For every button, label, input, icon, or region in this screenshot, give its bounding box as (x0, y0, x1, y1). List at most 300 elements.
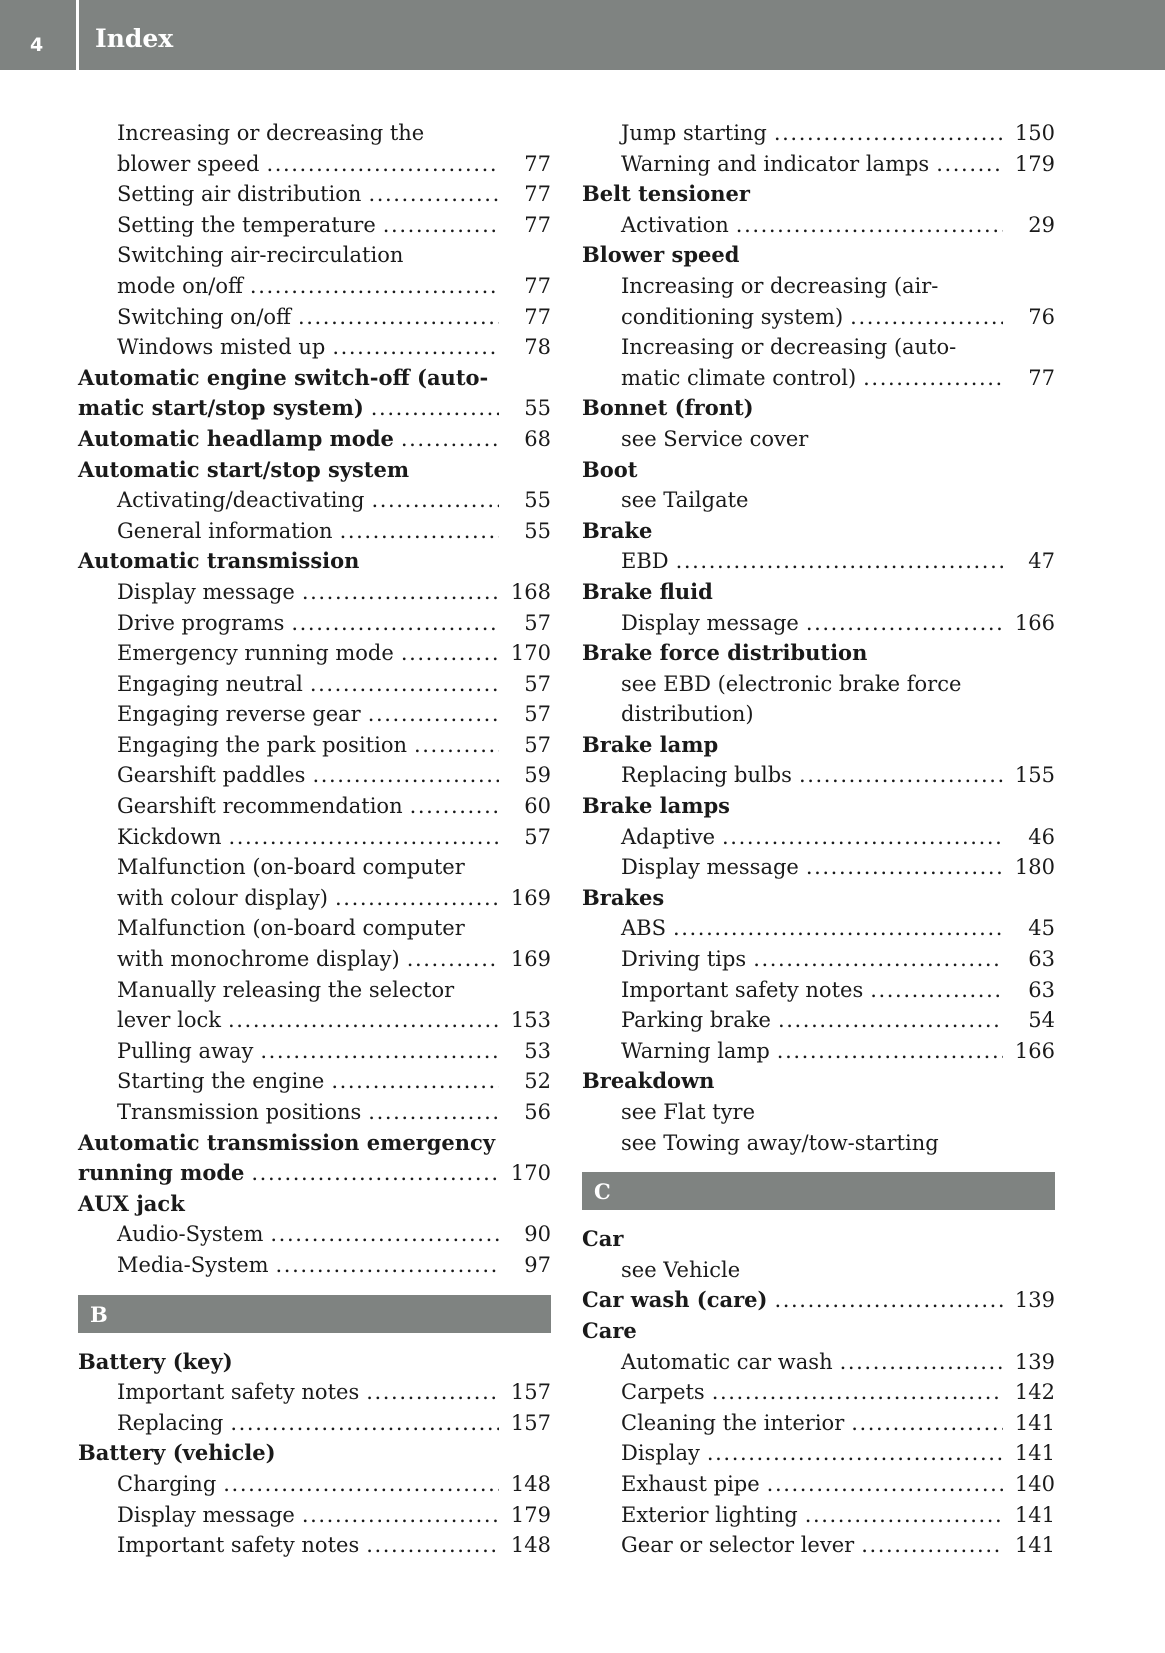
entry-label: Activating/deactivating (117, 488, 365, 513)
index-entry[interactable] (78, 424, 551, 455)
section-header (582, 1172, 1055, 1210)
page-header (0, 0, 1165, 70)
entry-label: Display message (117, 579, 295, 604)
entry-label: Warning lamp (621, 1038, 770, 1063)
entry-label: matic start/stop system) (78, 395, 364, 421)
index-subentry[interactable] (582, 1005, 1055, 1036)
index-subentry[interactable] (78, 883, 551, 914)
index-entry[interactable] (78, 1158, 551, 1189)
index-subentry[interactable] (78, 1036, 551, 1067)
index-entry[interactable] (582, 1285, 1055, 1316)
page-ref[interactable]: 78 (524, 335, 551, 360)
page-ref[interactable]: 57 (524, 824, 551, 849)
page-ref[interactable]: 140 (1014, 1471, 1055, 1496)
entry-label: Replacing (117, 1410, 224, 1435)
dot-leader (707, 1438, 1003, 1469)
index-subentry[interactable] (582, 608, 1055, 639)
entry-label: Carpets (621, 1380, 705, 1405)
entry-label: Engaging reverse gear (117, 702, 361, 727)
dot-leader (851, 1408, 1003, 1439)
index-subentry[interactable] (78, 1469, 551, 1500)
entry-label: Brake lamp (582, 731, 719, 757)
index-subentry[interactable] (78, 1250, 551, 1281)
dot-leader (366, 1377, 499, 1408)
index-subentry (582, 1128, 1055, 1159)
entry-label: Display (621, 1441, 700, 1466)
dot-leader (368, 179, 499, 210)
index-subentry[interactable] (582, 913, 1055, 944)
page-ref[interactable]: 77 (524, 212, 551, 237)
page-ref[interactable]: 90 (524, 1222, 551, 1247)
entry-label: Starting the engine (117, 1069, 325, 1094)
entry-label: Cleaning the interior (621, 1410, 845, 1435)
dot-leader (861, 1530, 1003, 1561)
page-ref[interactable]: 142 (1014, 1380, 1055, 1405)
dot-leader (371, 393, 499, 424)
index-subentry[interactable] (78, 1066, 551, 1097)
entry-label: Media-System (117, 1252, 269, 1277)
dot-leader (331, 1066, 499, 1097)
page-ref[interactable]: 169 (510, 947, 551, 972)
dot-leader (383, 210, 499, 241)
dot-leader (777, 1036, 1003, 1067)
index-subentry[interactable] (582, 1438, 1055, 1469)
page-ref[interactable]: 170 (510, 641, 551, 666)
entry-label: Activation (621, 212, 729, 237)
entry-label: Display message (621, 855, 799, 880)
page-ref[interactable]: 55 (524, 488, 551, 513)
index-entry (78, 546, 551, 577)
index-subentry[interactable] (582, 1408, 1055, 1439)
entry-label: ABS (621, 916, 666, 941)
dot-leader (870, 975, 1003, 1006)
page-ref[interactable]: 76 (1028, 304, 1055, 329)
dot-leader (863, 363, 1003, 394)
entry-label: Malfunction (on-board computer (117, 916, 465, 941)
page-ref[interactable]: 97 (524, 1252, 551, 1277)
index-column-right (582, 118, 1055, 1561)
entry-label: distribution) (621, 702, 754, 727)
index-subentry[interactable] (78, 1005, 551, 1036)
entry-label: Gearshift recommendation (117, 794, 403, 819)
index-subentry[interactable] (78, 302, 551, 333)
entry-label: see Towing away/tow-starting (621, 1130, 939, 1155)
page-ref[interactable]: 59 (524, 763, 551, 788)
index-subentry[interactable] (582, 852, 1055, 883)
index-subentry[interactable] (582, 822, 1055, 853)
entry-label: running mode (78, 1160, 245, 1186)
dot-leader (230, 1408, 499, 1439)
dot-leader (332, 332, 499, 363)
page-ref[interactable]: 170 (510, 1161, 551, 1186)
page-ref[interactable]: 56 (524, 1100, 551, 1124)
entry-label: AUX jack (78, 1190, 185, 1216)
entry-label: blower speed (117, 151, 260, 176)
entry-label: with monochrome display) (117, 947, 400, 972)
index-subentry[interactable] (78, 485, 551, 516)
entry-label: Replacing bulbs (621, 763, 792, 788)
dot-leader (778, 1005, 1003, 1036)
page-ref[interactable]: 141 (1014, 1502, 1055, 1527)
index-entry (582, 791, 1055, 822)
page-ref[interactable]: 54 (1028, 1008, 1055, 1033)
dot-leader (340, 516, 499, 547)
entry-label: Battery (vehicle) (78, 1440, 276, 1466)
index-subentry[interactable] (582, 1347, 1055, 1378)
index-subentry[interactable] (78, 699, 551, 730)
entry-label: see EBD (electronic brake force (621, 671, 962, 696)
index-entry (78, 1128, 551, 1159)
dot-leader (712, 1377, 1003, 1408)
entry-label: Malfunction (on-board computer (117, 855, 465, 880)
page-ref[interactable]: 57 (524, 671, 551, 696)
entry-label: Brake lamps (582, 793, 730, 819)
page-ref[interactable]: 153 (510, 1008, 551, 1033)
index-entry (582, 730, 1055, 761)
index-subentry[interactable] (78, 271, 551, 302)
index-subentry (582, 1097, 1055, 1128)
page-ref[interactable]: 63 (1028, 947, 1055, 972)
dot-leader (266, 149, 499, 180)
index-entry[interactable] (78, 393, 551, 424)
index-subentry[interactable] (582, 975, 1055, 1006)
entry-label: Manually releasing the selector (117, 977, 455, 1002)
index-subentry[interactable] (78, 1219, 551, 1250)
entry-label: Breakdown (582, 1068, 715, 1094)
dot-leader (774, 1285, 1003, 1316)
index-subentry (582, 699, 1055, 730)
dot-leader (312, 760, 499, 791)
index-subentry (78, 852, 551, 883)
entry-label: lever lock (117, 1008, 221, 1033)
index-subentry[interactable] (78, 149, 551, 180)
index-subentry[interactable] (582, 302, 1055, 333)
header-divider (76, 0, 79, 70)
index-subentry[interactable] (78, 638, 551, 669)
dot-leader (335, 883, 499, 914)
page-ref[interactable]: 157 (510, 1410, 551, 1435)
entry-label: Brakes (582, 884, 665, 910)
entry-label: Jump starting (621, 121, 767, 145)
index-entry (78, 363, 551, 394)
index-entry (582, 179, 1055, 210)
dot-leader (276, 1250, 499, 1281)
page-ref[interactable]: 169 (510, 885, 551, 910)
dot-leader (228, 822, 499, 853)
entry-label: Audio-System (117, 1222, 264, 1247)
dot-leader (368, 1097, 499, 1128)
index-subentry (78, 913, 551, 944)
entry-label: see Tailgate (621, 488, 749, 513)
index-subentry[interactable] (78, 179, 551, 210)
page-title: Index (95, 24, 174, 53)
entry-label: Important safety notes (621, 977, 864, 1002)
entry-label: Increasing or decreasing (air- (621, 273, 939, 298)
entry-label: Important safety notes (117, 1380, 360, 1405)
entry-label: Automatic headlamp mode (78, 425, 394, 451)
entry-label: Automatic transmission emergency (78, 1129, 496, 1155)
dot-leader (250, 271, 499, 302)
index-entry (582, 577, 1055, 608)
page-ref[interactable]: 148 (510, 1533, 551, 1558)
entry-label: General information (117, 518, 333, 543)
dot-leader (270, 1219, 499, 1250)
index-subentry[interactable] (582, 1469, 1055, 1500)
index-subentry[interactable] (582, 1530, 1055, 1561)
section-header (78, 1295, 551, 1333)
page-ref[interactable]: 139 (1014, 1288, 1055, 1313)
index-subentry[interactable] (78, 608, 551, 639)
entry-label: see Flat tyre (621, 1100, 755, 1124)
index-subentry (582, 271, 1055, 302)
page-ref[interactable]: 60 (524, 794, 551, 819)
index-subentry (78, 118, 551, 149)
entry-label: Battery (key) (78, 1348, 233, 1374)
index-subentry[interactable] (582, 944, 1055, 975)
page-ref[interactable]: 53 (524, 1038, 551, 1063)
index-entry (582, 240, 1055, 271)
entry-label: Switching air-recirculation (117, 243, 404, 268)
page-ref[interactable]: 55 (524, 518, 551, 543)
entry-label: Pulling away (117, 1038, 254, 1063)
page-ref[interactable]: 63 (1028, 977, 1055, 1002)
entry-label: Brake force distribution (582, 640, 868, 666)
entry-label: Display message (621, 610, 799, 635)
index-entry (78, 455, 551, 486)
dot-leader (228, 1005, 499, 1036)
entry-label: Windows misted up (117, 335, 326, 360)
index-subentry[interactable] (78, 1377, 551, 1408)
entry-label: Transmission positions (117, 1100, 362, 1124)
page-ref[interactable]: 46 (1028, 824, 1055, 849)
entry-label: Increasing or decreasing (auto- (621, 335, 957, 360)
entry-label: Exhaust pipe (621, 1471, 760, 1496)
entry-label: with colour display) (117, 885, 329, 910)
dot-leader (414, 730, 499, 761)
page-ref[interactable]: 77 (1028, 365, 1055, 390)
page-number: 4 (30, 34, 44, 56)
index-subentry[interactable] (78, 210, 551, 241)
page-ref[interactable]: 77 (524, 273, 551, 298)
page-ref[interactable]: 68 (524, 426, 551, 451)
dot-leader (366, 1530, 499, 1561)
index-entry (582, 1224, 1055, 1255)
dot-leader (407, 944, 499, 975)
entry-label: Drive programs (117, 610, 285, 635)
dot-leader (676, 546, 1003, 577)
page-ref[interactable]: 141 (1014, 1533, 1055, 1558)
dot-leader (774, 118, 1003, 149)
index-entry (78, 1438, 551, 1469)
index-subentry[interactable] (78, 1097, 551, 1128)
page-ref[interactable]: 166 (1014, 1038, 1055, 1063)
page-ref[interactable]: 180 (1014, 855, 1055, 880)
index-subentry[interactable] (78, 730, 551, 761)
page-ref[interactable]: 168 (510, 579, 551, 604)
entry-label: Charging (117, 1471, 217, 1496)
index-entry (582, 393, 1055, 424)
dot-leader (753, 944, 1003, 975)
dot-leader (251, 1158, 499, 1189)
dot-leader (840, 1347, 1003, 1378)
dot-leader (673, 913, 1003, 944)
entry-label: Adaptive (621, 824, 716, 849)
index-subentry[interactable] (78, 332, 551, 363)
index-subentry[interactable] (78, 669, 551, 700)
index-subentry[interactable] (582, 1500, 1055, 1531)
entry-label: Car (582, 1226, 624, 1252)
dot-leader (371, 485, 499, 516)
index-subentry[interactable] (78, 791, 551, 822)
dot-leader (736, 210, 1003, 241)
entry-label: Gearshift paddles (117, 763, 306, 788)
dot-leader (223, 1469, 499, 1500)
entry-label: Blower speed (582, 242, 740, 268)
entry-label: Switching on/off (117, 304, 291, 329)
index-subentry[interactable] (582, 363, 1055, 394)
index-subentry[interactable] (582, 760, 1055, 791)
entry-label: Brake fluid (582, 578, 713, 604)
dot-leader (805, 1500, 1003, 1531)
page-ref[interactable]: 52 (524, 1069, 551, 1094)
index-entry (582, 883, 1055, 914)
page-ref[interactable]: 139 (1014, 1349, 1055, 1374)
index-entry (582, 1066, 1055, 1097)
entry-label: Belt tensioner (582, 181, 750, 207)
page-ref[interactable]: 55 (524, 396, 551, 421)
dot-leader (291, 608, 499, 639)
entry-label: Automatic transmission (78, 548, 360, 574)
index-subentry[interactable] (78, 1408, 551, 1439)
page-ref[interactable]: 77 (524, 151, 551, 176)
index-subentry[interactable] (78, 1530, 551, 1561)
entry-label: see Vehicle (621, 1257, 741, 1282)
page-ref[interactable]: 179 (510, 1502, 551, 1527)
dot-leader (302, 577, 499, 608)
page-ref[interactable]: 150 (1014, 121, 1055, 145)
entry-label: Kickdown (117, 824, 222, 849)
page-ref[interactable]: 57 (524, 732, 551, 757)
entry-label: EBD (621, 549, 669, 574)
page-ref[interactable]: 157 (510, 1380, 551, 1405)
index-subentry[interactable] (78, 760, 551, 791)
dot-leader (767, 1469, 1003, 1500)
page-ref[interactable]: 141 (1014, 1410, 1055, 1435)
index-subentry (582, 332, 1055, 363)
page-ref[interactable]: 155 (1014, 763, 1055, 788)
page-ref[interactable]: 166 (1014, 610, 1055, 635)
index-entry (78, 1347, 551, 1378)
entry-label: conditioning system) (621, 304, 844, 329)
index-subentry[interactable] (582, 546, 1055, 577)
index-subentry[interactable] (78, 516, 551, 547)
entry-label: Engaging neutral (117, 671, 303, 696)
page-ref[interactable]: 29 (1028, 212, 1055, 237)
dot-leader (302, 1500, 499, 1531)
entry-label: Driving tips (621, 947, 747, 972)
dot-leader (260, 1036, 499, 1067)
section-letter: C (594, 1179, 611, 1205)
entry-label: Boot (582, 456, 638, 482)
index-subentry[interactable] (582, 149, 1055, 180)
page-ref[interactable]: 45 (1028, 916, 1055, 941)
entry-label: Increasing or decreasing the (117, 121, 425, 145)
index-subentry (582, 1255, 1055, 1286)
entry-label: Bonnet (front) (582, 395, 754, 421)
index-entry (582, 1316, 1055, 1347)
index-entry (78, 1189, 551, 1220)
page-ref[interactable]: 77 (524, 304, 551, 329)
entry-label: Parking brake (621, 1008, 771, 1033)
index-subentry[interactable] (582, 118, 1055, 149)
dot-leader (722, 822, 1003, 853)
entry-label: Engaging the park position (117, 732, 407, 757)
index-subentry[interactable] (78, 822, 551, 853)
dot-leader (936, 149, 1003, 180)
index-subentry[interactable] (582, 1036, 1055, 1067)
page-ref[interactable]: 47 (1028, 549, 1055, 574)
index-subentry[interactable] (582, 210, 1055, 241)
entry-label: Setting the temperature (117, 212, 376, 237)
index-entry (582, 638, 1055, 669)
entry-label: matic climate control) (621, 365, 857, 390)
entry-label: Gear or selector lever (621, 1533, 855, 1558)
entry-label: see Service cover (621, 426, 809, 451)
dot-leader (298, 302, 499, 333)
dot-leader (310, 669, 499, 700)
dot-leader (368, 699, 499, 730)
entry-label: Setting air distribution (117, 182, 362, 207)
entry-label: Exterior lighting (621, 1502, 798, 1527)
entry-label: Display message (117, 1502, 295, 1527)
page-ref[interactable]: 77 (524, 182, 551, 207)
index-subentry (78, 975, 551, 1006)
index-entry (582, 516, 1055, 547)
entry-label: Car wash (care) (582, 1287, 768, 1313)
index-subentry (78, 240, 551, 271)
page-ref[interactable]: 179 (1014, 151, 1055, 176)
entry-label: Brake (582, 517, 653, 543)
page-ref[interactable]: 57 (524, 702, 551, 727)
entry-label: Care (582, 1317, 637, 1343)
index-entry (582, 455, 1055, 486)
dot-leader (410, 791, 499, 822)
page-ref[interactable]: 57 (524, 610, 551, 635)
page-ref[interactable]: 148 (510, 1471, 551, 1496)
entry-label: Important safety notes (117, 1533, 360, 1558)
entry-label: Automatic start/stop system (78, 456, 410, 482)
dot-leader (806, 852, 1003, 883)
entry-label: Emergency running mode (117, 641, 394, 666)
dot-leader (401, 424, 499, 455)
entry-label: Warning and indicator lamps (621, 151, 930, 176)
index-subentry[interactable] (78, 944, 551, 975)
entry-label: Automatic car wash (621, 1349, 833, 1374)
page-ref[interactable]: 141 (1014, 1441, 1055, 1466)
index-column-left (78, 118, 551, 1561)
entry-label: Automatic engine switch-off (auto- (78, 364, 489, 390)
index-subentry (582, 424, 1055, 455)
index-subentry[interactable] (78, 577, 551, 608)
index-subentry[interactable] (78, 1500, 551, 1531)
dot-leader (401, 638, 499, 669)
entry-label: mode on/off (117, 273, 243, 298)
dot-leader (806, 608, 1003, 639)
dot-leader (799, 760, 1003, 791)
index-subentry[interactable] (582, 1377, 1055, 1408)
section-letter: B (90, 1301, 108, 1327)
index-subentry (582, 669, 1055, 700)
